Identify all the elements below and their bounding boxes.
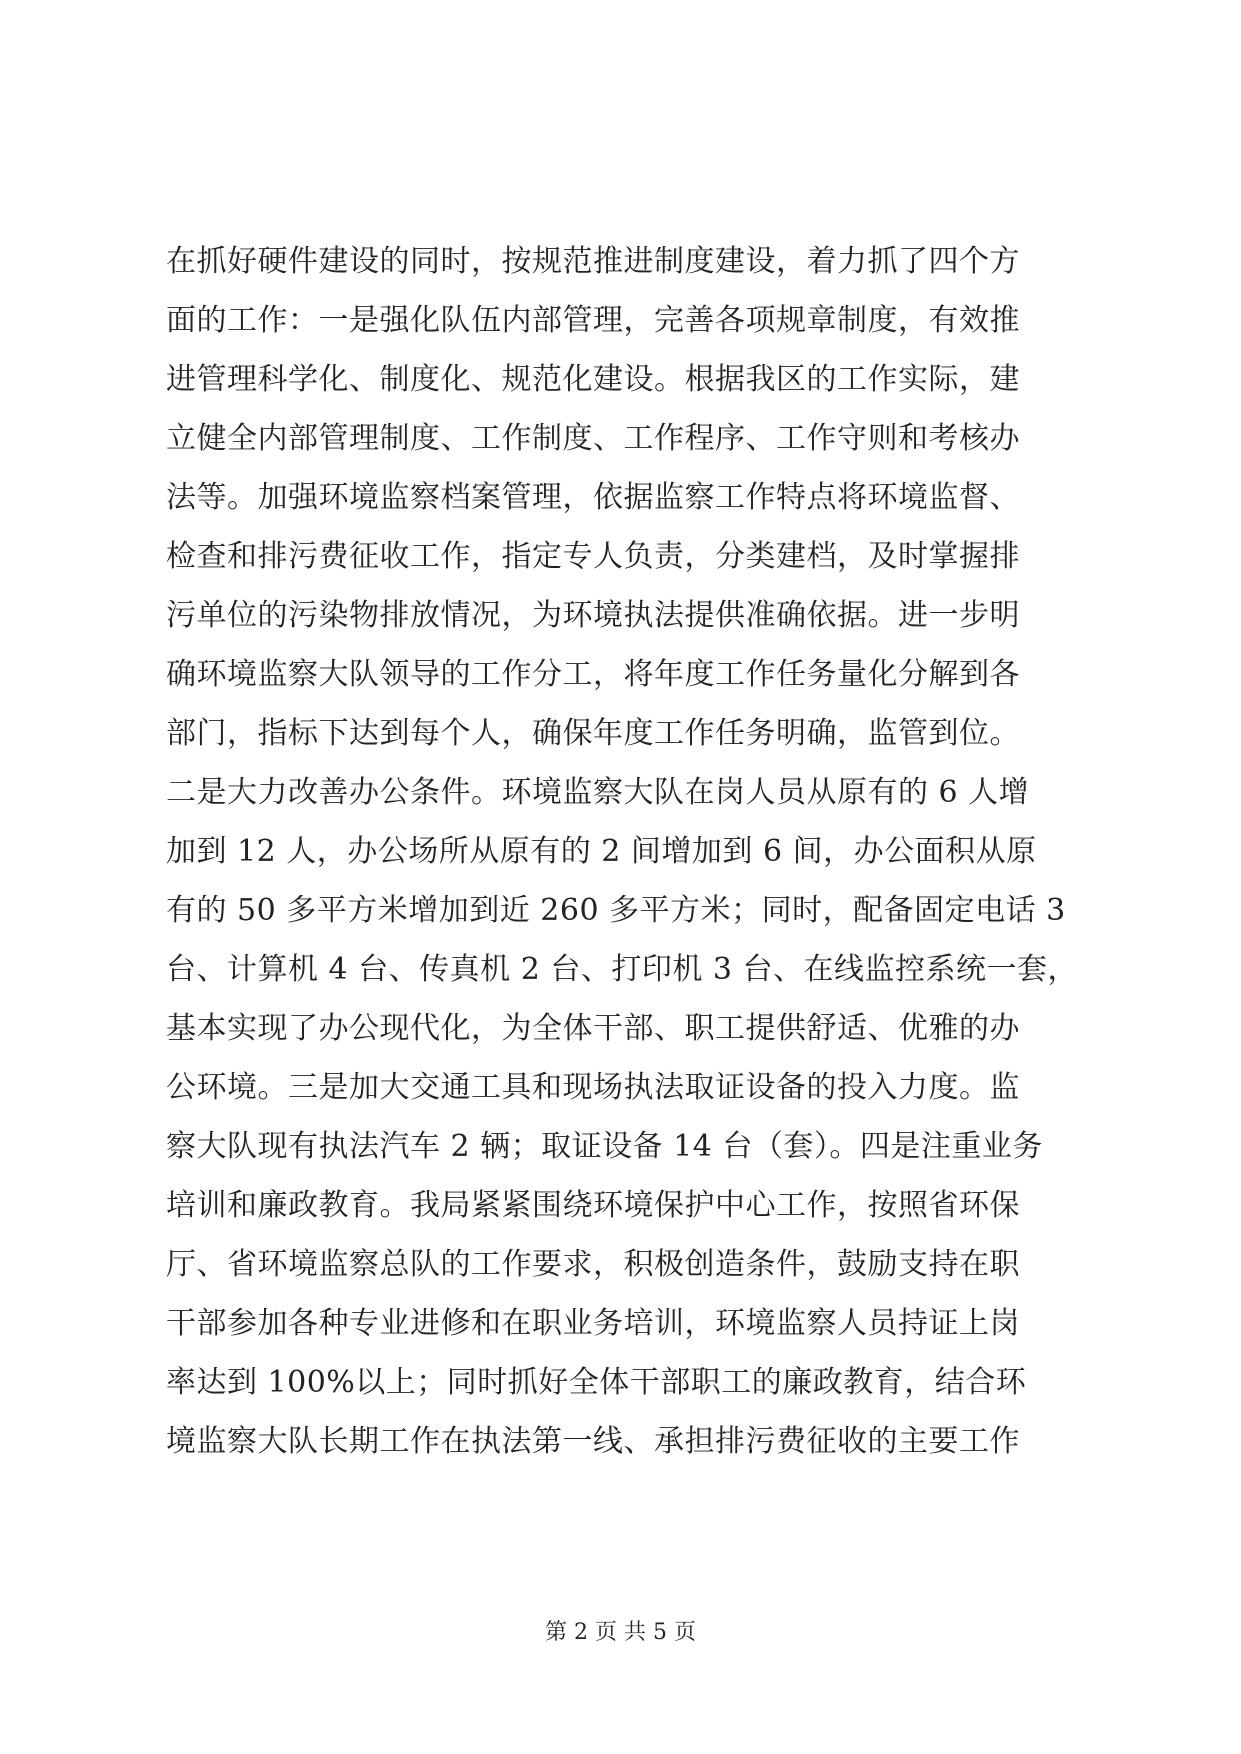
- text-line: 察大队现有执法汽车 2 辆；取证设备 14 台（套）。四是注重业务: [166, 1129, 1043, 1164]
- text-line: 部门，指标下达到每个人，确保年度工作任务明确，监管到位。: [166, 716, 1020, 751]
- text-line: 在抓好硬件建设的同时，按规范推进制度建设，着力抓了四个方: [166, 244, 1020, 279]
- body-text: [166, 232, 1086, 1471]
- text-line: 干部参加各种专业进修和在职业务培训，环境监察人员持证上岗: [166, 1306, 1020, 1341]
- page-number-footer: 第 2 页 共 5 页: [545, 1620, 696, 1645]
- text-line: 法等。加强环境监察档案管理，依据监察工作特点将环境监督、: [166, 480, 1020, 515]
- text-line: 率达到 100%以上；同时抓好全体干部职工的廉政教育，结合环: [166, 1365, 1027, 1400]
- text-line: 基本实现了办公现代化，为全体干部、职工提供舒适、优雅的办: [166, 1011, 1020, 1046]
- text-line: 公环境。三是加大交通工具和现场执法取证设备的投入力度。监: [166, 1070, 1020, 1105]
- text-line: 有的 50 多平方米增加到近 260 多平方米；同时，配备固定电话 3: [166, 893, 1066, 928]
- text-line: 进管理科学化、制度化、规范化建设。根据我区的工作实际，建: [166, 362, 1020, 397]
- text-line: 污单位的污染物排放情况，为环境执法提供准确依据。进一步明: [166, 598, 1020, 633]
- text-line: 立健全内部管理制度、工作制度、工作程序、工作守则和考核办: [166, 421, 1020, 456]
- text-line: 台、计算机 4 台、传真机 2 台、打印机 3 台、在线监控系统一套，: [166, 952, 1078, 987]
- text-line: 检查和排污费征收工作，指定专人负责，分类建档，及时掌握排: [166, 539, 1020, 574]
- text-line: 面的工作：一是强化队伍内部管理，完善各项规章制度，有效推: [166, 303, 1020, 338]
- text-line: 加到 12 人，办公场所从原有的 2 间增加到 6 间，办公面积从原: [166, 834, 1037, 869]
- text-line: 厅、省环境监察总队的工作要求，积极创造条件，鼓励支持在职: [166, 1247, 1020, 1282]
- text-line: 境监察大队长期工作在执法第一线、承担排污费征收的主要工作: [166, 1424, 1020, 1459]
- text-line: 确环境监察大队领导的工作分工，将年度工作任务量化分解到各: [166, 657, 1020, 692]
- text-line: 培训和廉政教育。我局紧紧围绕环境保护中心工作，按照省环保: [166, 1188, 1020, 1223]
- text-line: 二是大力改善办公条件。环境监察大队在岗人员从原有的 6 人增: [166, 775, 1030, 810]
